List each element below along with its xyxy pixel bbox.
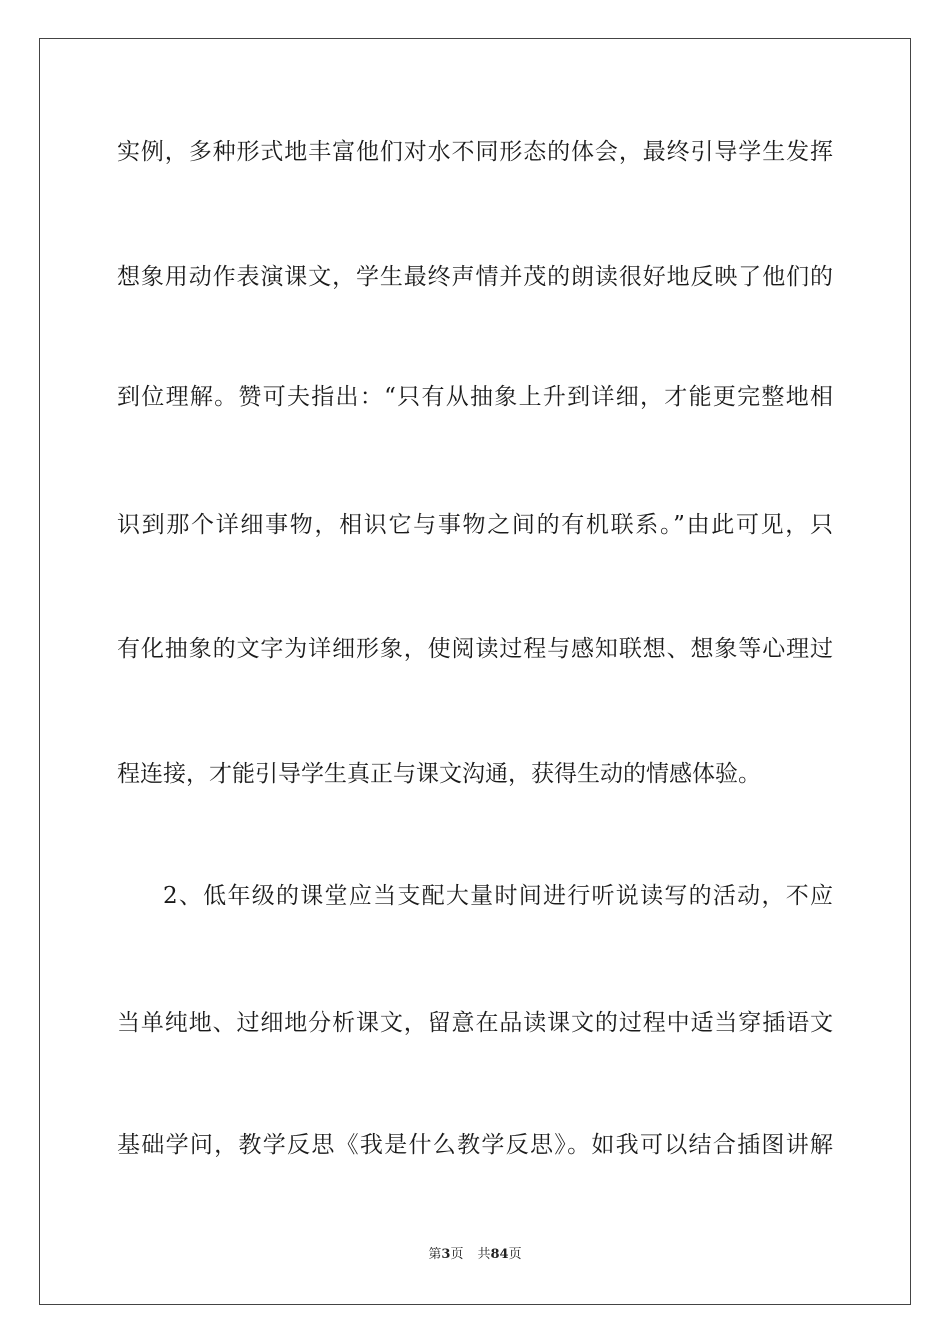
- text-line: 想象用动作表演课文，学生最终声情并茂的朗读很好地反映了他们的: [117, 264, 833, 290]
- total-prefix: 共: [477, 1247, 491, 1262]
- text-line: 识到那个详细事物，相识它与事物之间的有机联系。”由此可见，只: [117, 512, 833, 538]
- text-line: 当单纯地、过细地分析课文，留意在品读课文的过程中适当穿插语文: [117, 1010, 833, 1036]
- page-suffix: 页: [450, 1247, 464, 1262]
- page-number: 3: [441, 1247, 451, 1262]
- text-line: 实例，多种形式地丰富他们对水不同形态的体会，最终引导学生发挥: [117, 139, 833, 165]
- text-line: 有化抽象的文字为详细形象，使阅读过程与感知联想、想象等心理过: [117, 636, 833, 662]
- paragraph-start-line: 2、低年级的课堂应当支配大量时间进行听说读写的活动，不应: [163, 883, 833, 909]
- total-suffix: 页: [508, 1247, 522, 1262]
- total-pages: 84: [490, 1247, 509, 1262]
- page-border: [39, 38, 911, 1305]
- page-prefix: 第: [428, 1247, 442, 1262]
- text-line: 到位理解。赞可夫指出：“只有从抽象上升到详细，才能更完整地相: [117, 384, 833, 410]
- text-line: 程连接，才能引导学生真正与课文沟通，获得生动的情感体验。: [117, 761, 761, 787]
- text-line: 基础学问，教学反思《我是什么教学反思》。如我可以结合插图讲解: [117, 1132, 833, 1158]
- page-footer: [0, 1247, 950, 1263]
